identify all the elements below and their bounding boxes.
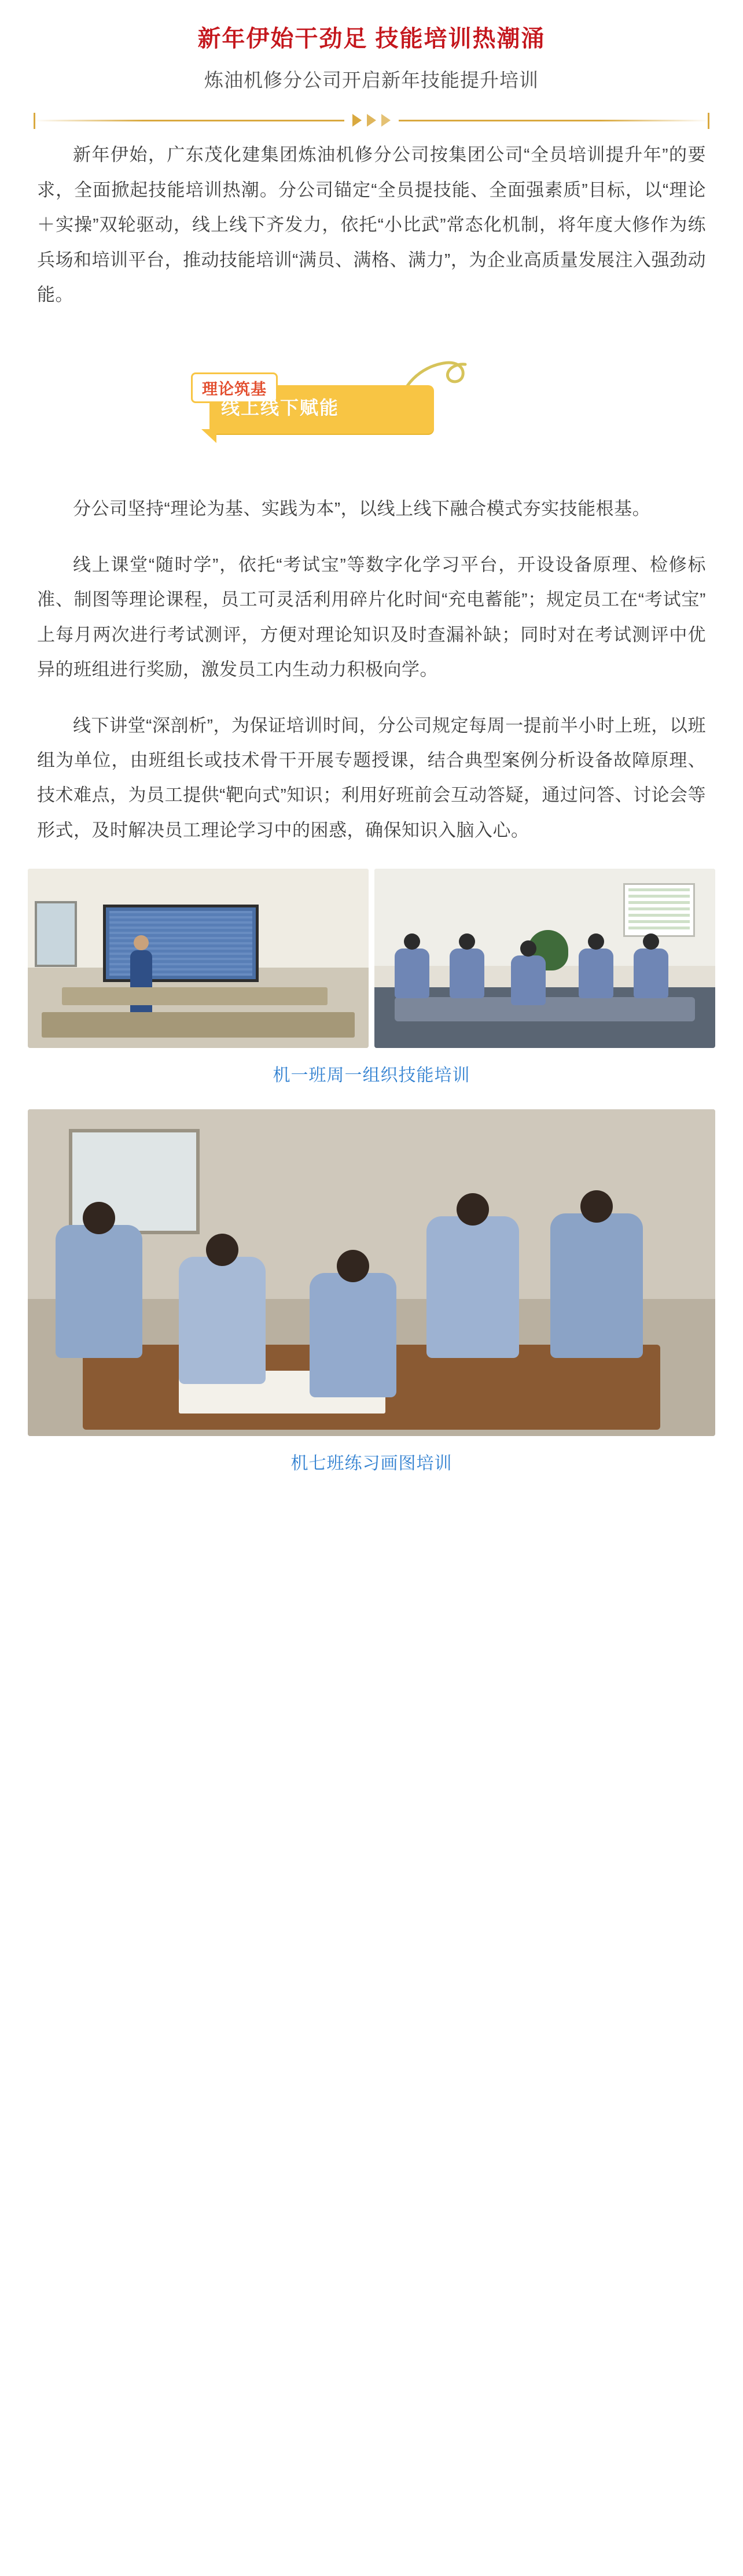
photo-caption: 机七班练习画图培训 xyxy=(290,1454,453,1474)
paragraph: 线下讲堂“深剖析”，为保证培训时间，分公司规定每周一提前半小时上班，以班组为单位，由班组长或技术骨干开展专题授课，结合典型案例分析设备故障原理、技术难点，为员工提供“靶向式”知识；利用好班前会互动答疑，通过问答、讨论会等形式，及时解决员工理论学习中的困惑，确保知识入脑入心。 xyxy=(37,715,706,840)
photo-meeting-room-training xyxy=(374,869,715,1048)
section-heading-graphic xyxy=(0,335,743,474)
page-title: 新年伊始干劲足 技能培训热潮涌 xyxy=(197,26,546,51)
paragraph: 新年伊始，广东茂化建集团炼油机修分公司按集团公司“全员培训提升年”的要求，全面掀起技能培训热潮。分公司锚定“全员提技能、全面强素质”目标，以“理论＋实操”双轮驱动，线上线下齐发力，依托“小比武”常态化机制，将年度大修作为练兵场和培训平台，推动技能培训“满员、满格、满力”，为企业高质量发展注入强劲动能。 xyxy=(37,145,706,305)
paragraph: 线上课堂“随时学”，依托“考试宝”等数字化学习平台，开设设备原理、检修标准、制图等理论课程，员工可灵活利用碎片化时间“充电蓄能”；规定员工在“考试宝”上每月两次进行考试测评，方便对理论知识及时查漏补缺；同时对在考试测评中优异的班组进行奖励，激发员工内生动力积极向学。 xyxy=(37,554,706,680)
photo-classroom-projector xyxy=(28,869,369,1048)
photo-group-1 xyxy=(0,869,743,1048)
photo-caption: 机一班周一组织技能培训 xyxy=(273,1066,470,1086)
divider-line-left xyxy=(34,120,344,121)
photo-workers-drawing-practice xyxy=(28,1109,715,1436)
paragraph: 分公司坚持“理论为基、实践为本”，以线上线下融合模式夯实技能根基。 xyxy=(73,499,651,519)
article-body-main xyxy=(0,492,743,848)
badge-main-label: 线上线下赋能 xyxy=(221,397,340,419)
section-badge xyxy=(191,372,434,436)
article-header xyxy=(0,0,743,94)
article-body-top xyxy=(0,138,743,312)
page-subtitle: 炼油机修分公司开启新年技能提升培训 xyxy=(204,69,539,91)
photo-group-2 xyxy=(0,1109,743,1436)
triple-right-arrow-icon xyxy=(344,114,399,127)
divider-line-right xyxy=(399,120,709,121)
decorative-divider xyxy=(0,109,743,132)
badge-tag-label: 理论筑基 xyxy=(191,372,278,403)
